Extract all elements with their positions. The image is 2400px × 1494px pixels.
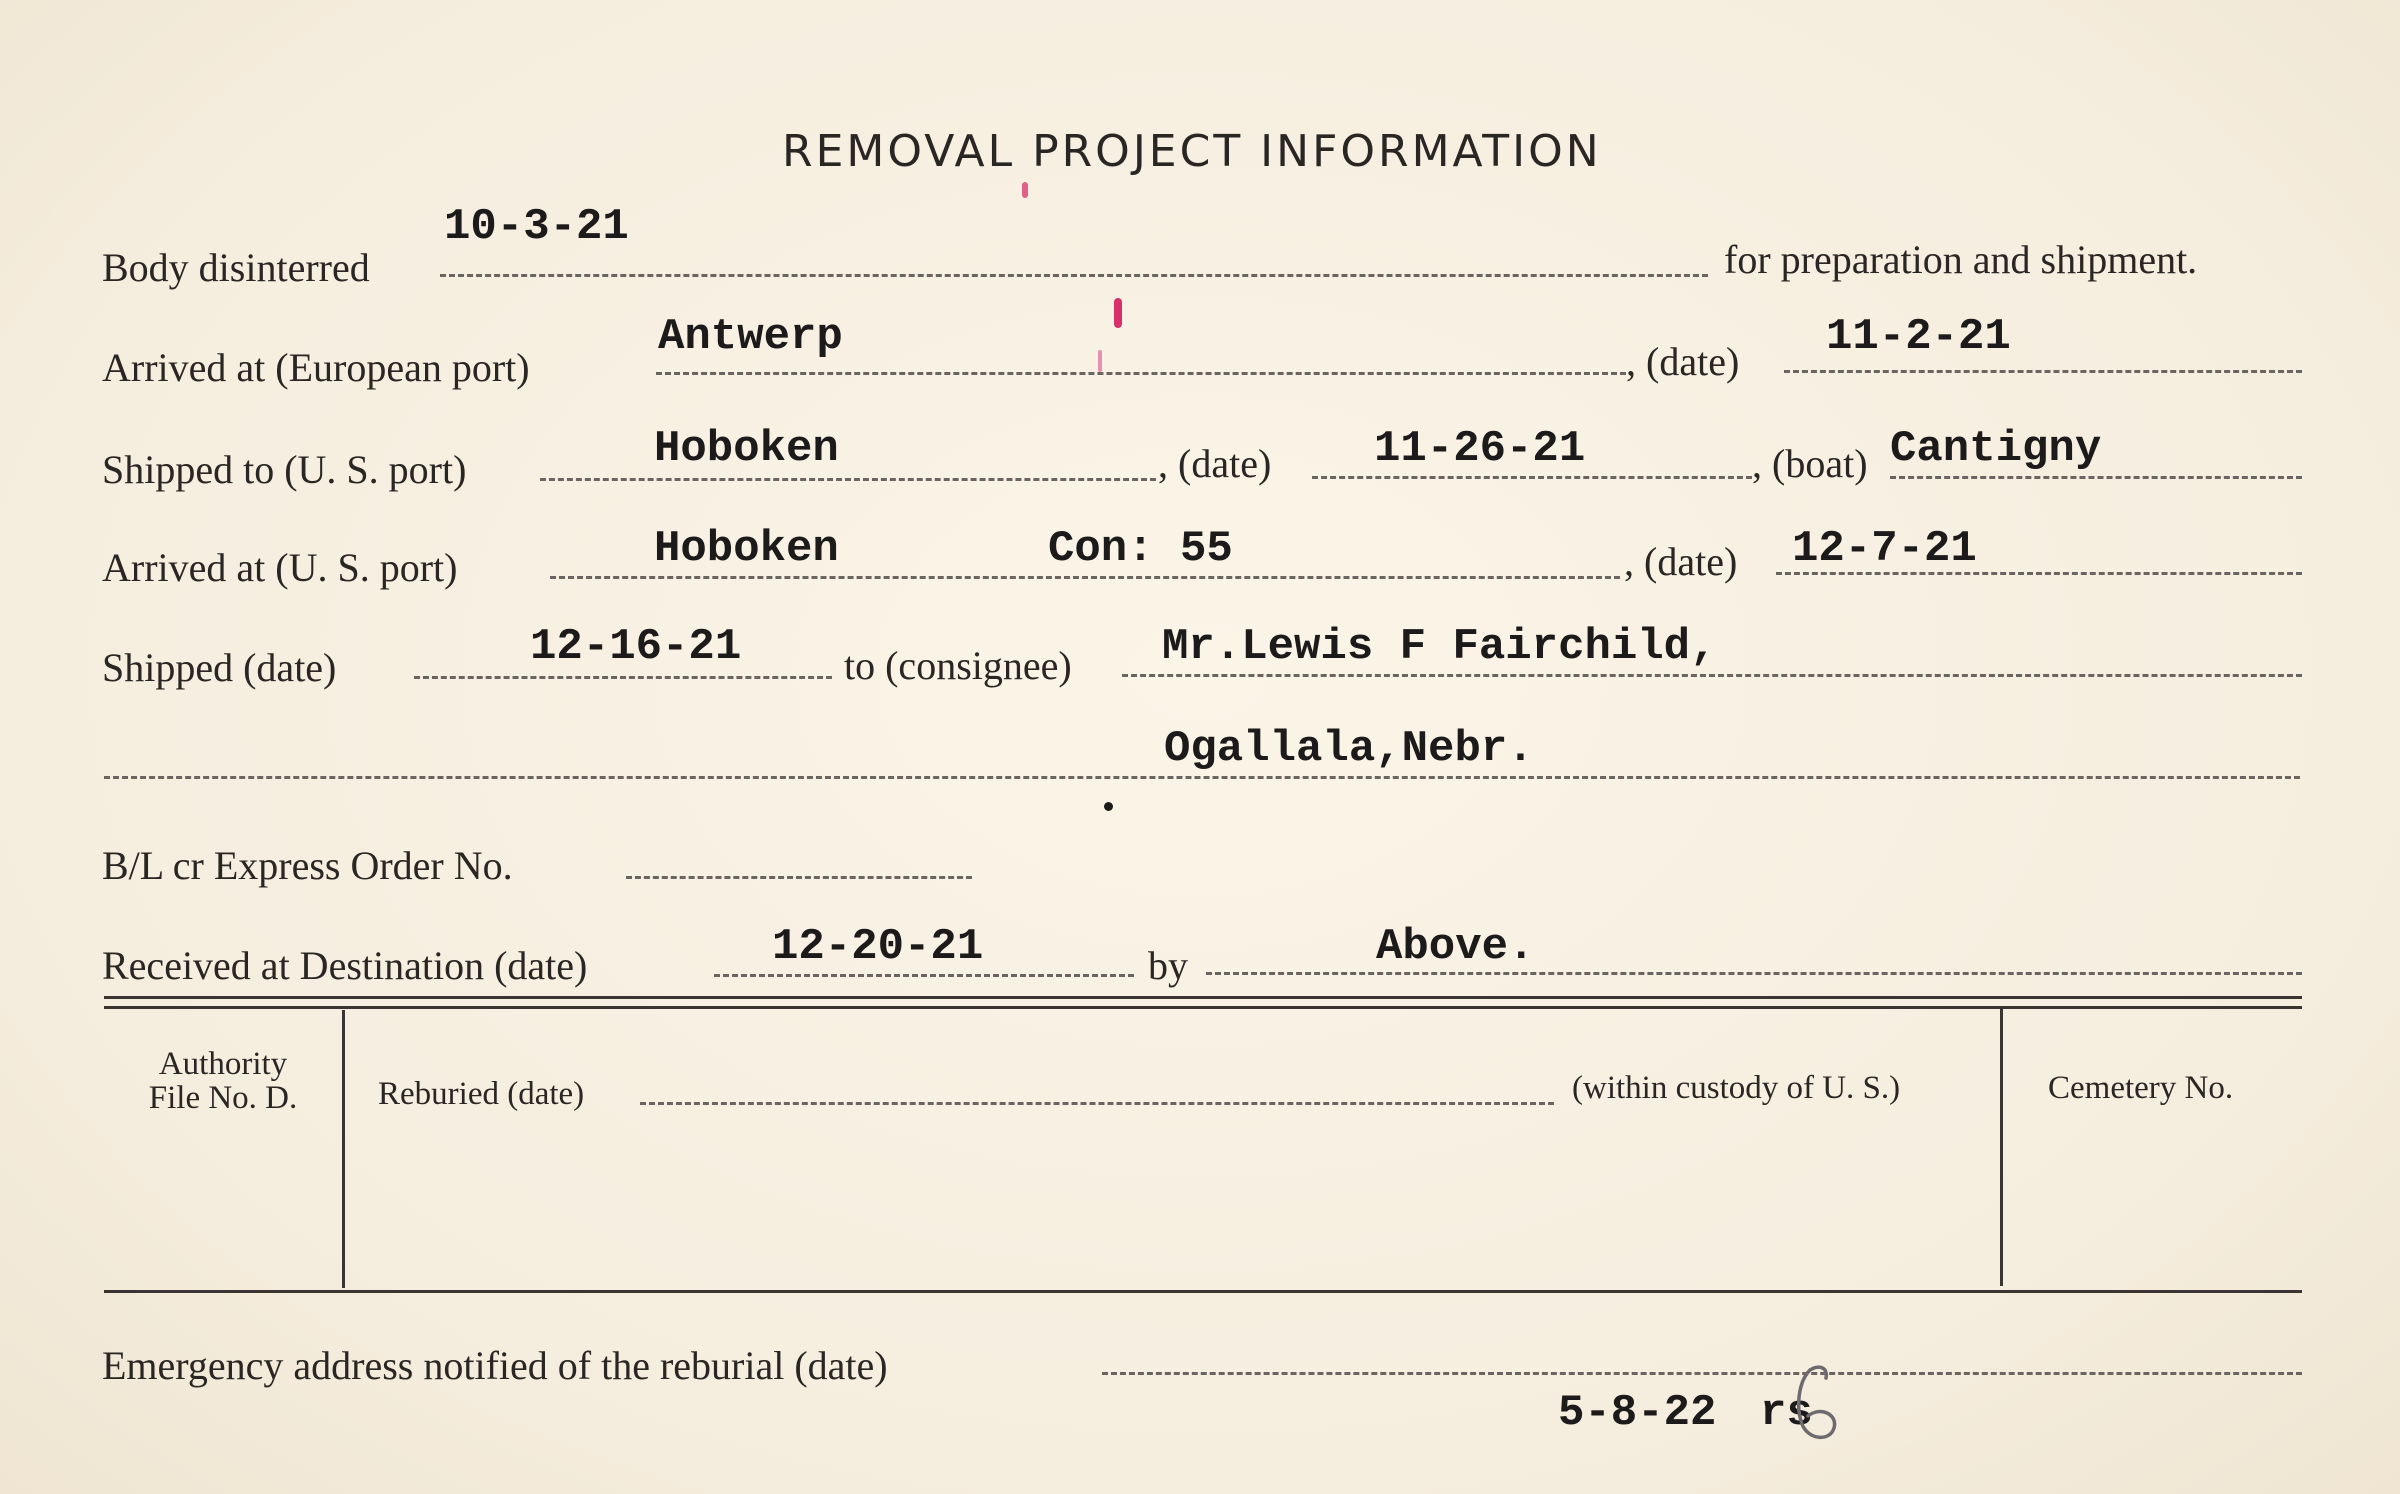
boat-name: Cantigny: [1890, 424, 2102, 474]
dotted-line: [1312, 476, 1752, 479]
dotted-line: [1102, 1372, 2302, 1375]
box-divider-left: [342, 1010, 345, 1288]
boat-label: , (boat): [1752, 441, 1868, 486]
shipped-date-label: Shipped (date): [102, 645, 337, 690]
received-by: Above.: [1376, 922, 1535, 972]
reburied-label: Reburied (date): [378, 1076, 585, 1112]
dotted-line: [714, 974, 1134, 977]
emergency-date: 5-8-22: [1558, 1388, 1717, 1438]
dotted-line: [1890, 476, 2302, 479]
box-divider-right: [2000, 1008, 2003, 1286]
arrived-us-date: 12-7-21: [1792, 524, 1977, 574]
shipped-date: 12-16-21: [530, 622, 742, 672]
double-rule-top: [104, 996, 2302, 999]
consignee-label: to (consignee): [844, 643, 1072, 688]
card-title: REMOVAL PROJECT INFORMATION: [782, 126, 1602, 177]
shipped-to-label: Shipped to (U. S. port): [102, 447, 467, 492]
pink-ink-mark: [1022, 182, 1028, 198]
disinterred-date: 10-3-21: [444, 202, 629, 252]
european-port-value: Antwerp: [658, 312, 843, 362]
shipped-to-port: Hoboken: [654, 424, 839, 474]
authority-label-1: Authority: [158, 1046, 288, 1082]
dotted-line: [1206, 972, 2302, 975]
shipped-to-date: 11-26-21: [1374, 424, 1586, 474]
ink-dot: [1104, 802, 1113, 811]
dotted-line: [656, 372, 1626, 375]
disinterred-label: Body disinterred: [102, 245, 370, 290]
arrived-us-label: Arrived at (U. S. port): [102, 545, 458, 590]
arrived-us-port: Hoboken: [654, 524, 839, 574]
custody-label: (within custody of U. S.): [1572, 1070, 1901, 1106]
consignee-address: Ogallala,Nebr.: [1164, 724, 1534, 774]
double-rule-bottom: [104, 1006, 2302, 1009]
box-bottom-rule: [104, 1290, 2302, 1293]
european-port-date-label: , (date): [1626, 339, 1740, 384]
dotted-line: [626, 876, 972, 879]
pink-ink-mark: [1114, 298, 1122, 328]
dotted-line: [414, 676, 832, 679]
received-label: Received at Destination (date): [102, 943, 588, 988]
bl-label: B/L cr Express Order No.: [102, 843, 513, 888]
shipped-to-date-label: , (date): [1158, 441, 1272, 486]
arrived-us-date-label: , (date): [1624, 539, 1738, 584]
emergency-label: Emergency address notified of the reburial (date): [102, 1343, 888, 1388]
arrived-us-con: Con: 55: [1048, 524, 1233, 574]
dotted-line: [440, 274, 1708, 277]
pink-ink-mark: [1098, 350, 1102, 372]
european-port-date: 11-2-21: [1826, 312, 2011, 362]
dotted-line: [1122, 674, 2302, 677]
received-by-label: by: [1148, 943, 1188, 988]
authority-label-2: File No. D.: [148, 1080, 298, 1116]
dotted-line: [540, 478, 1156, 481]
disinterred-suffix: for preparation and shipment.: [1724, 237, 2198, 282]
received-date: 12-20-21: [772, 922, 984, 972]
consignee-name: Mr.Lewis F Fairchild,: [1162, 622, 1717, 672]
dotted-line: [1784, 370, 2302, 373]
cemetery-label: Cemetery No.: [2048, 1070, 2234, 1106]
dotted-line: [640, 1102, 1554, 1105]
european-port-label: Arrived at (European port): [102, 345, 530, 390]
dotted-line: [104, 776, 2300, 779]
dotted-line: [550, 576, 1620, 579]
emergency-initials: rs: [1760, 1388, 1813, 1438]
pencil-initial-mark: [1780, 1360, 1850, 1450]
